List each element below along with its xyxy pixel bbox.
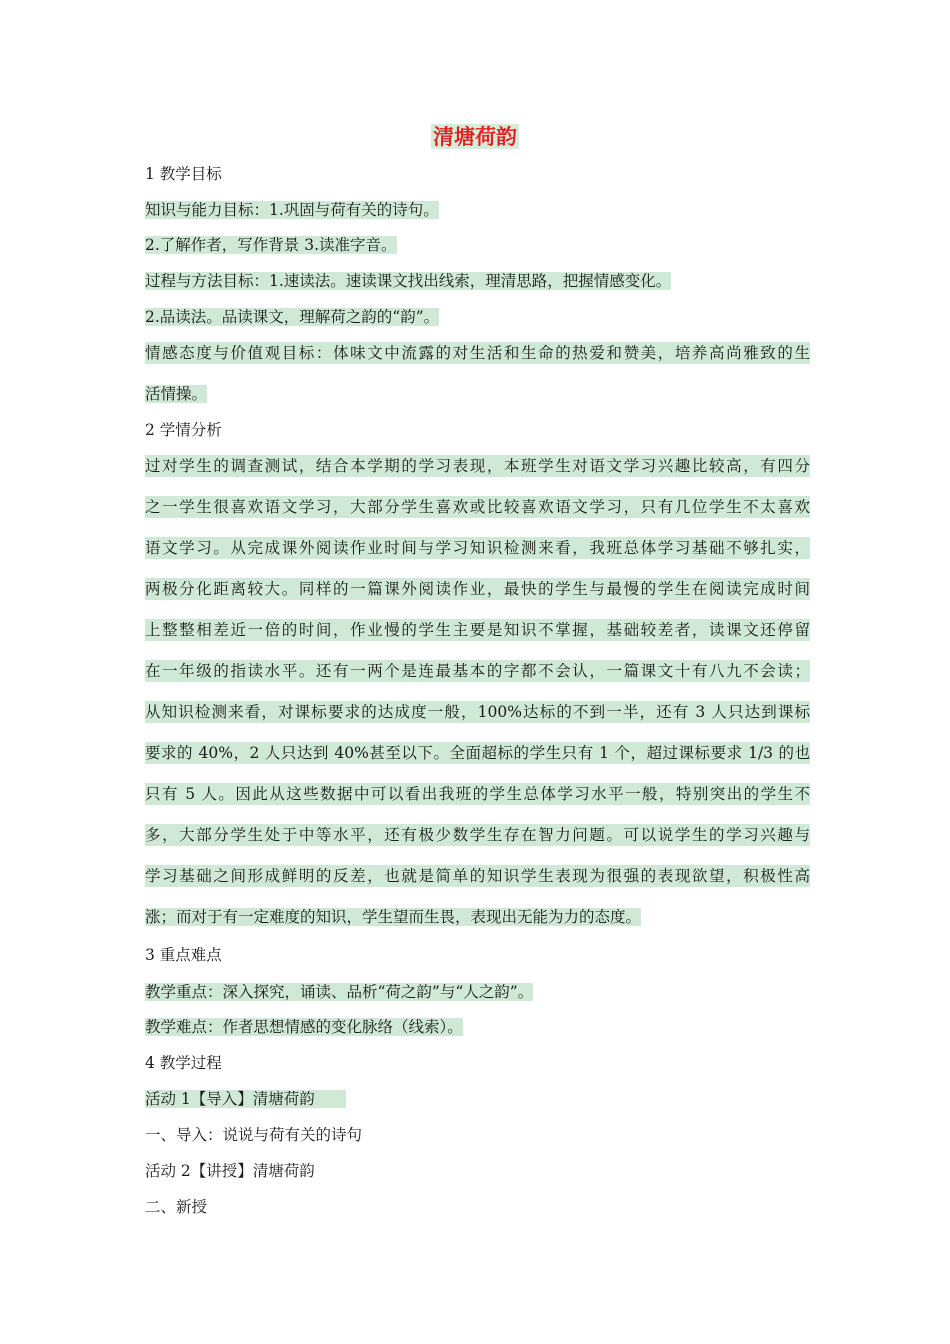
document-line bbox=[145, 981, 810, 1003]
document-title bbox=[0, 122, 950, 152]
document-line-text: 活动 1【导入】清塘荷韵 bbox=[145, 1090, 346, 1108]
document-line-text: 3 重点难点 bbox=[145, 946, 222, 964]
document-line bbox=[145, 578, 810, 600]
document-line-text: 2.了解作者，写作背景 3.读准字音。 bbox=[145, 236, 397, 254]
document-line bbox=[145, 306, 810, 328]
document-line-text: 一、导入：说说与荷有关的诗句 bbox=[145, 1126, 363, 1144]
document-line bbox=[145, 783, 810, 805]
document-line bbox=[145, 496, 810, 518]
document-line-text: 教学难点：作者思想情感的变化脉络（线索）。 bbox=[145, 1018, 463, 1036]
document-line bbox=[145, 1160, 810, 1182]
document-line-text: 涨；而对于有一定难度的知识，学生望而生畏，表现出无能为力的态度。 bbox=[145, 908, 642, 926]
document-line-text: 语文学习。从完成课外阅读作业时间与学习知识检测来看，我班总体学习基础不够扎实， bbox=[145, 539, 810, 557]
document-line-text: 情感态度与价值观目标：体味文中流露的对生活和生命的热爱和赞美，培养高尚雅致的生 bbox=[145, 344, 810, 362]
document-line bbox=[145, 270, 810, 292]
document-line-text: 过程与方法目标：1.速读法。速读课文找出线索，理清思路，把握情感变化。 bbox=[145, 272, 672, 290]
document-line-text: 过对学生的调查测试，结合本学期的学习表现，本班学生对语文学习兴趣比较高，有四分 bbox=[145, 457, 810, 475]
document-line bbox=[145, 660, 810, 682]
document-line bbox=[145, 1052, 810, 1074]
document-line bbox=[145, 1196, 810, 1218]
document-line-text: 只有 5 人。因此从这些数据中可以看出我班的学生总体学习水平一般，特别突出的学生不 bbox=[145, 785, 810, 803]
document-line-text: 两极分化距离较大。同样的一篇课外阅读作业，最快的学生与最慢的学生在阅读完成时间 bbox=[145, 580, 810, 598]
document-line bbox=[145, 1088, 810, 1110]
document-line-text: 学习基础之间形成鲜明的反差，也就是简单的知识学生表现为很强的表现欲望，积极性高 bbox=[145, 867, 810, 885]
document-line-text: 2.品读法。品读课文，理解荷之韵的“韵”。 bbox=[145, 308, 440, 326]
document-line-text: 4 教学过程 bbox=[145, 1054, 222, 1072]
document-line-text: 多，大部分学生处于中等水平，还有极少数学生存在智力问题。可以说学生的学习兴趣与 bbox=[145, 826, 810, 844]
document-line bbox=[145, 419, 810, 441]
document-line-text: 教学重点：深入探究，诵读、品析“荷之韵”与“人之韵”。 bbox=[145, 983, 534, 1001]
document-line-text: 2 学情分析 bbox=[145, 421, 222, 439]
document-line bbox=[145, 163, 810, 185]
document-line-text: 活情操。 bbox=[145, 385, 208, 403]
document-line-text: 知识与能力目标：1.巩固与荷有关的诗句。 bbox=[145, 201, 439, 219]
document-line-text: 要求的 40%，2 人只达到 40%甚至以下。全面超标的学生只有 1 个，超过课标要求 1/3 的也 bbox=[145, 744, 810, 762]
document-line bbox=[145, 342, 810, 364]
document-line-text: 从知识检测来看，对课标要求的达成度一般，100%达标的不到一半，还有 3 人只达到课标 bbox=[145, 703, 810, 721]
document-line-text: 在一年级的指读水平。还有一两个是连最基本的字都不会认，一篇课文十有八九不会读； bbox=[145, 662, 810, 680]
document-line-text: 1 教学目标 bbox=[145, 165, 222, 183]
document-line bbox=[145, 199, 810, 221]
document-line-text: 上整整相差近一倍的时间，作业慢的学生主要是知识不掌握，基础较差者，读课文还停留 bbox=[145, 621, 810, 639]
document-line bbox=[145, 537, 810, 559]
document-title-text: 清塘荷韵 bbox=[433, 124, 517, 149]
document-line-text: 之一学生很喜欢语文学习，大部分学生喜欢或比较喜欢语文学习，只有几位学生不太喜欢 bbox=[145, 498, 810, 516]
document-line bbox=[145, 455, 810, 477]
document-line bbox=[145, 742, 810, 764]
document-line-text: 二、新授 bbox=[145, 1198, 208, 1216]
document-line bbox=[145, 1016, 810, 1038]
document-line bbox=[145, 619, 810, 641]
document-line bbox=[145, 865, 810, 887]
document-line bbox=[145, 944, 810, 966]
document-line bbox=[145, 1124, 810, 1146]
document-line bbox=[145, 701, 810, 723]
document-line-text: 活动 2【讲授】清塘荷韵 bbox=[145, 1162, 315, 1180]
document-line bbox=[145, 824, 810, 846]
document-line bbox=[145, 383, 810, 405]
document-line bbox=[145, 906, 810, 928]
document-line bbox=[145, 234, 810, 256]
